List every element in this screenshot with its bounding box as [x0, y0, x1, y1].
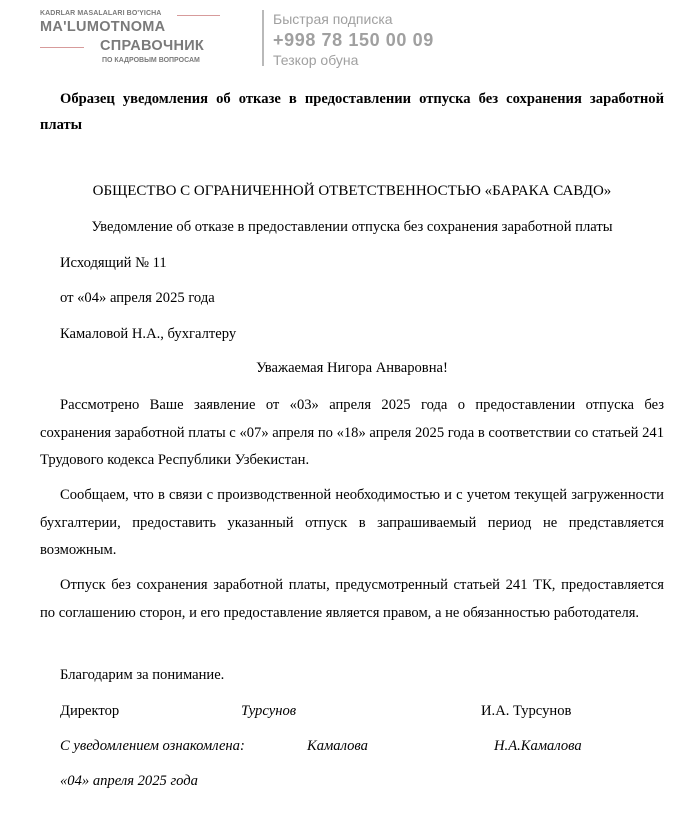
- thanks-line: Благодарим за понимание.: [60, 667, 225, 683]
- acknowledgement-date: «04» апреля 2025 года: [60, 773, 198, 789]
- logo-top-caption: KADRLAR MASALALARI BO'YICHA: [40, 10, 162, 17]
- outgoing-number: Исходящий № 11: [60, 255, 167, 271]
- document-heading: Образец уведомления об отказе в предоставлении отпуска без сохранения заработной платы: [40, 91, 664, 133]
- signer-name: И.А. Турсунов: [481, 703, 572, 719]
- addressee: Камаловой Н.А., бухгалтеру: [60, 326, 237, 342]
- publisher-logo: [40, 10, 225, 70]
- subscription-contact: [273, 10, 434, 68]
- notice-title: Уведомление об отказе в предоставлении отпуска без сохранения заработной платы: [91, 219, 613, 235]
- employee-signature: Камалова: [307, 738, 368, 754]
- subscribe-label-ru: Быстрая подписка: [273, 11, 393, 27]
- greeting: Уважаемая Нигора Анваровна!: [256, 360, 448, 376]
- document-body: [40, 86, 664, 789]
- acknowledgement-label: С уведомлением ознакомлена:: [60, 738, 245, 754]
- employee-name: Н.А.Камалова: [494, 738, 582, 754]
- phone-number[interactable]: +998 78 150 00 09: [273, 30, 434, 50]
- company-name: ОБЩЕСТВО С ОГРАНИЧЕННОЙ ОТВЕТСТВЕННОСТЬЮ «БАРАКА САВДО»: [92, 183, 612, 199]
- paragraph: Отпуск без сохранения заработной платы, предусмотренный статьей 241 ТК, предоставляется по соглашению сторон, и его предоставление является правом, а не обязанностью работодателя.: [40, 577, 664, 621]
- signer-position: Директор: [60, 703, 120, 719]
- paragraph: Рассмотрено Ваше заявление от «03» апреля 2025 года о предоставлении отпуска без сохранения заработной платы с «07» апреля по «18» апреля 2025 года в соответствии со статьей 241 Трудового кодекса Республики Узбекистан.: [40, 397, 664, 468]
- logo-name-ru: СПРАВОЧНИК: [100, 38, 205, 54]
- subscribe-label-uz: Тезкор обуна: [273, 52, 359, 68]
- director-signature: Турсунов: [241, 703, 297, 719]
- paragraph: Сообщаем, что в связи с производственной необходимостью и с учетом текущей загруженности бухгалтерии, предоставить указанный отпуск в запрашиваемый период не представляется возможным.: [40, 487, 664, 558]
- logo-divider: [177, 15, 220, 16]
- logo-bottom-caption: ПО КАДРОВЫМ ВОПРОСАМ: [102, 57, 200, 64]
- logo-name-uz: MA'LUMOTNOMA: [40, 19, 166, 35]
- header-divider: [262, 10, 264, 66]
- logo-divider: [40, 47, 84, 48]
- document-date: от «04» апреля 2025 года: [60, 290, 215, 306]
